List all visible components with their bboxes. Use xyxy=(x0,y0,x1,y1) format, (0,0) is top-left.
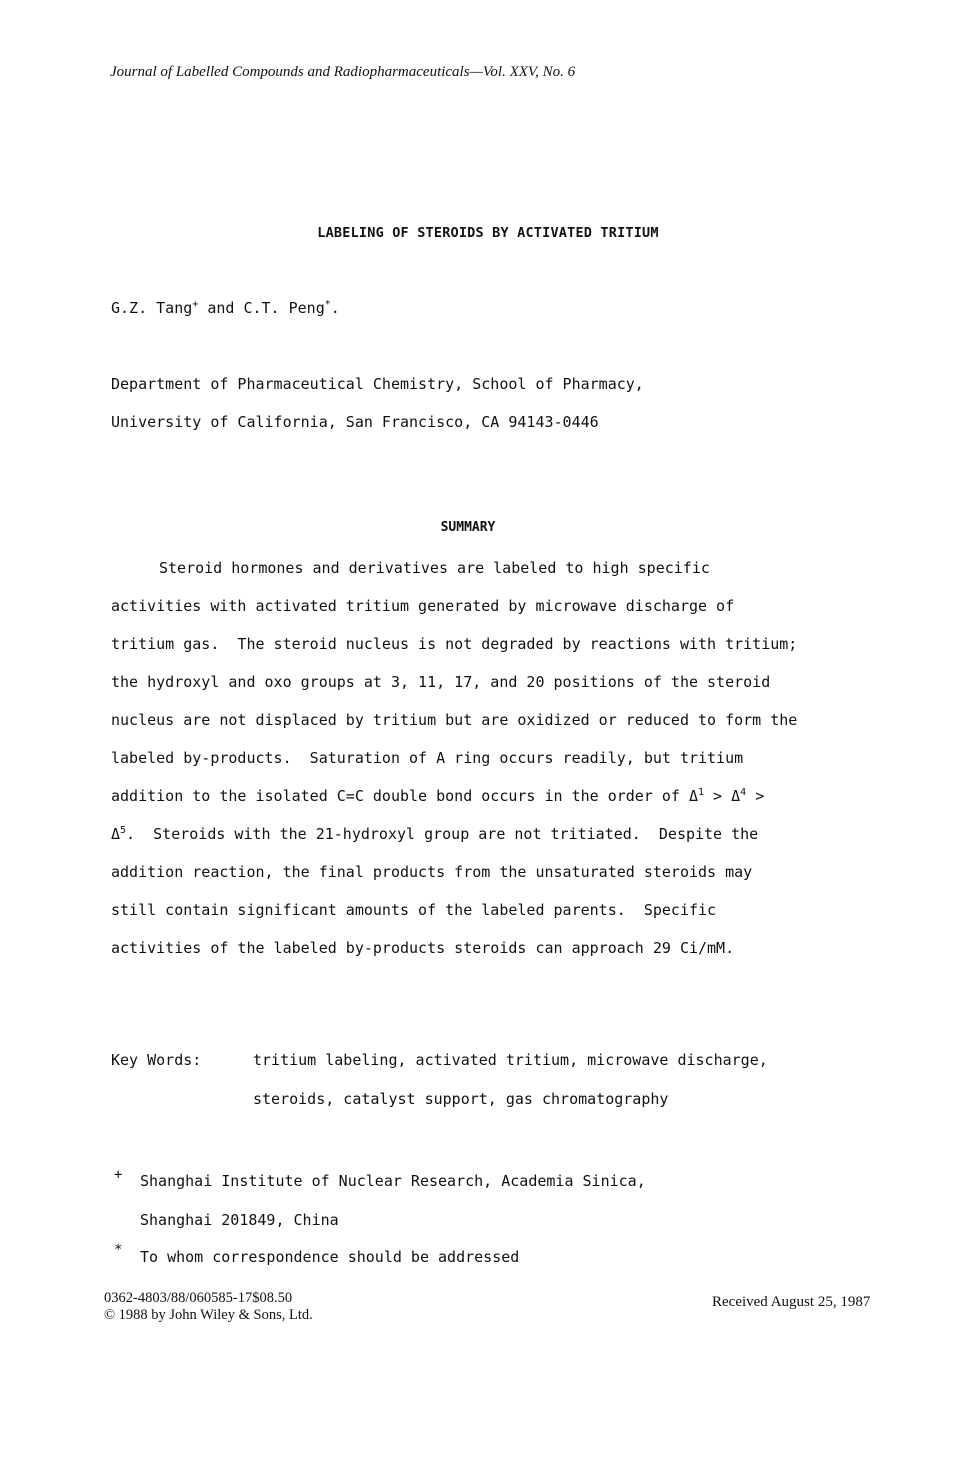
copyright-notice: © 1988 by John Wiley & Sons, Ltd. xyxy=(104,1307,313,1323)
summary-line: nucleus are not displaced by tritium but are oxidized or reduced to form the xyxy=(111,711,798,729)
journal-header: Journal of Labelled Compounds and Radiopharmaceuticals—Vol. XXV, No. 6 xyxy=(110,64,576,80)
summary-line-8-text: . Steroids with the 21-hydroxyl group are not tritiated. Despite the xyxy=(126,825,759,843)
summary-line xyxy=(111,786,797,824)
keywords-line-2: steroids, catalyst support, gas chromatography xyxy=(253,1090,669,1108)
delta-superscript: 5 xyxy=(120,825,127,836)
summary-line: still contain significant amounts of the labeled parents. Specific xyxy=(111,901,717,919)
summary-line-7-text: addition to the isolated C=C double bond occurs in the order of Δ xyxy=(111,787,698,805)
affiliation-line-2: University of California, San Francisco, CA 94143-0446 xyxy=(111,413,599,431)
summary-line: Steroid hormones and derivatives are labeled to high specific xyxy=(159,559,710,577)
summary-line xyxy=(111,824,797,862)
delta-symbol: Δ xyxy=(111,825,121,843)
author-first: G.Z. Tang xyxy=(111,299,193,317)
summary-line: the hydroxyl and oxo groups at 3, 11, 17, and 20 positions of the steroid xyxy=(111,673,771,691)
summary-line: activities with activated tritium generated by microwave discharge of xyxy=(111,597,735,615)
delta-superscript: 4 xyxy=(740,787,747,798)
footnote-plus-line-2: Shanghai 201849, China xyxy=(140,1211,339,1229)
author-second-mark: * xyxy=(324,299,331,310)
affiliation-line-1: Department of Pharmaceutical Chemistry, School of Pharmacy, xyxy=(111,375,644,393)
article-code: 0362-4803/88/060585-17$08.50 xyxy=(104,1290,293,1306)
summary-body xyxy=(111,558,797,976)
author-end: . xyxy=(330,299,340,317)
summary-line: addition reaction, the final products from the unsaturated steroids may xyxy=(111,863,753,881)
keywords-line-1: tritium labeling, activated tritium, microwave discharge, xyxy=(253,1051,768,1069)
author-first-mark: + xyxy=(192,299,199,310)
author-line xyxy=(111,299,340,317)
received-date: Received August 25, 1987 xyxy=(712,1294,871,1310)
summary-line: labeled by-products. Saturation of A ring occurs readily, but tritium xyxy=(111,749,744,767)
keywords-label: Key Words: xyxy=(111,1051,202,1069)
summary-line: activities of the labeled by-products steroids can approach 29 Ci/mM. xyxy=(111,939,735,957)
footnote-star-mark: * xyxy=(114,1242,123,1258)
summary-line: tritium gas. The steroid nucleus is not degraded by reactions with tritium; xyxy=(111,635,798,653)
footnote-star-line-1: To whom correspondence should be addressed xyxy=(140,1248,520,1266)
summary-line-7-end: > xyxy=(746,787,765,805)
summary-line-7-mid: > Δ xyxy=(704,787,741,805)
delta-superscript: 1 xyxy=(698,787,705,798)
paper-title: LABELING OF STEROIDS BY ACTIVATED TRITIUM xyxy=(317,225,659,241)
author-joiner: and xyxy=(198,299,244,317)
footnote-plus-line-1: Shanghai Institute of Nuclear Research, Academia Sinica, xyxy=(140,1172,646,1190)
author-second: C.T. Peng xyxy=(243,299,325,317)
footnote-plus-mark: + xyxy=(114,1167,123,1183)
summary-heading: SUMMARY xyxy=(440,520,496,535)
